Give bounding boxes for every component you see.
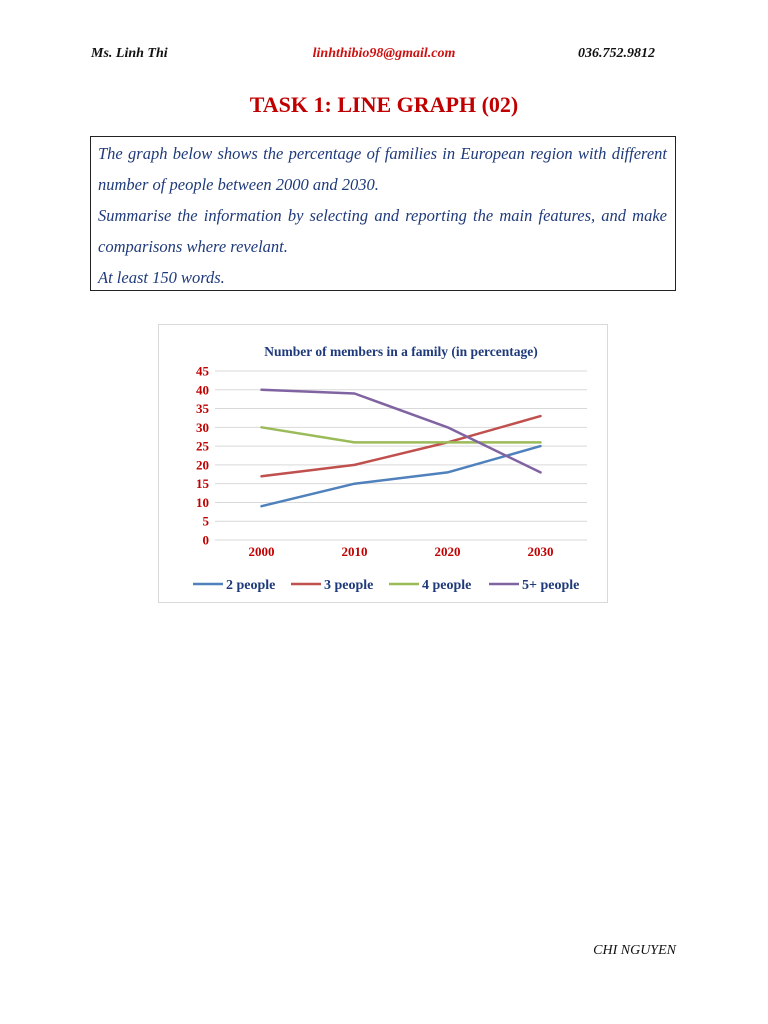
y-tick-label: 45 <box>196 363 209 379</box>
chart-frame <box>158 324 608 603</box>
series-line-2-people <box>262 446 541 506</box>
y-tick-label: 30 <box>196 419 209 435</box>
legend-label: 5+ people <box>522 578 580 593</box>
author-email: linhthibio98@gmail.com <box>312 46 456 61</box>
prompt-paragraph-3: At least 150 words. <box>98 268 225 287</box>
y-tick-label: 20 <box>196 457 209 473</box>
prompt-paragraph-2: Summarise the information by selecting and reporting the main features, and make comparisons where revelant. <box>98 206 667 256</box>
x-tick-label: 2030 <box>527 544 554 559</box>
task-prompt-box <box>90 136 676 291</box>
legend-label: 2 people <box>226 578 276 593</box>
y-tick-label: 40 <box>196 382 209 398</box>
legend-label: 3 people <box>324 578 374 593</box>
author-phone: 036.752.9812 <box>578 46 655 61</box>
y-tick-label: 10 <box>196 494 209 510</box>
author-name: Ms. Linh Thi <box>91 46 168 61</box>
footer-author: CHI NGUYEN <box>593 943 676 958</box>
line-chart <box>159 325 607 602</box>
series-line-5-people <box>262 390 541 473</box>
y-tick-label: 35 <box>196 401 209 417</box>
prompt-paragraph-1: The graph below shows the percentage of families in European region with different number of people between 2000 and 2030. <box>98 144 667 194</box>
y-tick-label: 25 <box>196 438 209 454</box>
y-tick-label: 5 <box>202 513 209 529</box>
legend-label: 4 people <box>422 578 472 593</box>
series-line-4-people <box>262 427 541 442</box>
y-tick-label: 0 <box>202 532 209 548</box>
x-tick-label: 2010 <box>341 544 368 559</box>
chart-title: Number of members in a family (in percentage) <box>264 344 538 359</box>
y-tick-label: 15 <box>196 476 209 492</box>
page-title: TASK 1: LINE GRAPH (02) <box>249 92 519 117</box>
x-tick-label: 2020 <box>434 544 461 559</box>
x-tick-label: 2000 <box>248 544 275 559</box>
